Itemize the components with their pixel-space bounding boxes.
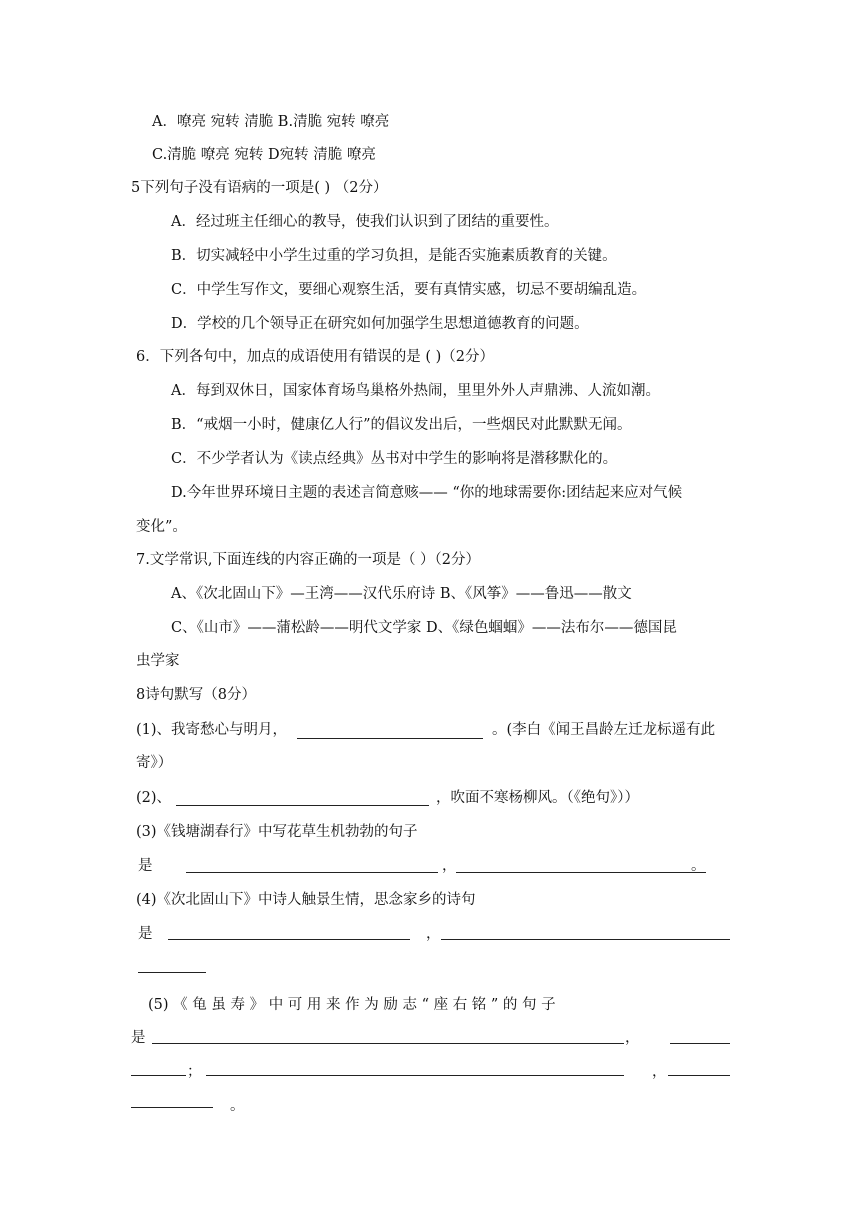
q8-p5-comma-1: ，: [625, 1030, 640, 1046]
q7-options-cd-line2: 虫学家: [136, 653, 180, 669]
q8-p2-suffix: ，吹面不寒杨柳风。（《绝句》））: [436, 790, 639, 806]
q8-p1-line2: 寄》）: [136, 755, 173, 771]
q8-p3-period: 。: [691, 858, 706, 874]
q8-p5-semicolon: ；: [187, 1064, 202, 1080]
q8-p5-answer-blank-4[interactable]: [206, 1075, 624, 1076]
q6-stem: 6．下列各句中，加点的成语使用有错误的是 ( )（2分）: [136, 349, 494, 365]
q8-p3-answer-blank-2[interactable]: [456, 872, 706, 873]
q5-stem: 5下列句子没有语病的一项是( ) （2分）: [131, 180, 388, 196]
q8-p5-answer-blank-5[interactable]: [668, 1075, 730, 1076]
q8-p1-answer-blank[interactable]: [297, 738, 483, 739]
q8-title: 8诗句默写（8分）: [136, 687, 256, 703]
q4-options-line2: C.清脆 嘹亮 宛转 D宛转 清脆 嘹亮: [152, 147, 376, 163]
q6-option-b: B．“戒烟一小时，健康亿人行”的倡议发出后，一些烟民对此默默无闻。: [171, 417, 632, 433]
q8-p4-answer-blank-1[interactable]: [168, 939, 410, 940]
q8-p5-shi: 是: [131, 1030, 146, 1046]
q8-p2-answer-blank[interactable]: [176, 805, 429, 806]
q5-option-c: C．中学生写作文，要细心观察生活，要有真情实感，切忌不要胡编乱造。: [171, 282, 647, 298]
q8-p3-question: (3)《钱塘湖春行》中写花草生机勃勃的句子: [136, 824, 418, 840]
q8-p5-question: (5) 《 龟 虽 寿 》 中 可 用 来 作 为 励 志 “ 座 右 铭 ” 的 句 子: [148, 997, 556, 1013]
q8-p5-period: 。: [230, 1098, 245, 1114]
q6-option-a: A．每到双休日，国家体育场鸟巢格外热闹，里里外外人声鼎沸、人流如潮。: [171, 383, 660, 399]
q8-p3-shi: 是: [138, 858, 153, 874]
q6-option-c: C．不少学者认为《读点经典》丛书对中学生的影响将是潜移默化的。: [171, 451, 618, 467]
q4-options-line1: A．嘹亮 宛转 清脆 B.清脆 宛转 嘹亮: [152, 114, 390, 130]
q8-p5-comma-2: ，: [652, 1064, 667, 1080]
q6-option-d-line2: 变化”。: [136, 519, 187, 535]
q8-p3-comma: ，: [442, 858, 457, 874]
q8-p5-answer-blank-2[interactable]: [670, 1043, 730, 1044]
q8-p5-answer-blank-6[interactable]: [131, 1107, 213, 1108]
q8-p3-answer-blank-1[interactable]: [186, 872, 438, 873]
q8-p2-prefix: (2)、: [136, 790, 172, 806]
q8-p4-answer-blank-2[interactable]: [441, 939, 730, 940]
q8-p4-question: (4)《次北固山下》中诗人触景生情，思念家乡的诗句: [136, 892, 476, 908]
q7-stem: 7.文学常识,下面连线的内容正确的一项是（ ）（2分）: [136, 552, 481, 568]
q7-options-ab: A、《次北固山下》—王湾——汉代乐府诗 B、《风筝》——鲁迅——散文: [171, 586, 632, 602]
q5-option-b: B．切实减轻中小学生过重的学习负担，是能否实施素质教育的关键。: [171, 248, 617, 264]
q8-p4-comma: ，: [426, 926, 441, 942]
q8-p1-prefix: (1)、我寄愁心与明月，: [136, 722, 288, 738]
q8-p5-answer-blank-1[interactable]: [152, 1043, 624, 1044]
q7-options-cd: C、《山市》——蒲松龄——明代文学家 D、《绿色蝈蝈》——法布尔——德国昆: [171, 620, 677, 636]
q8-p5-answer-blank-3[interactable]: [131, 1075, 186, 1076]
q6-option-d-line1: D.今年世界环境日主题的表述言简意赅—— “你的地球需要你:团结起来应对气候: [171, 485, 683, 501]
q8-p4-answer-blank-3[interactable]: [138, 972, 206, 973]
q5-option-a: A．经过班主任细心的教导，使我们认识到了团结的重要性。: [171, 214, 559, 230]
q5-option-d: D．学校的几个领导正在研究如何加强学生思想道德教育的问题。: [171, 316, 589, 332]
q8-p4-shi: 是: [138, 926, 153, 942]
q8-p1-suffix: 。(李白《闻王昌龄左迁龙标遥有此: [492, 722, 716, 738]
